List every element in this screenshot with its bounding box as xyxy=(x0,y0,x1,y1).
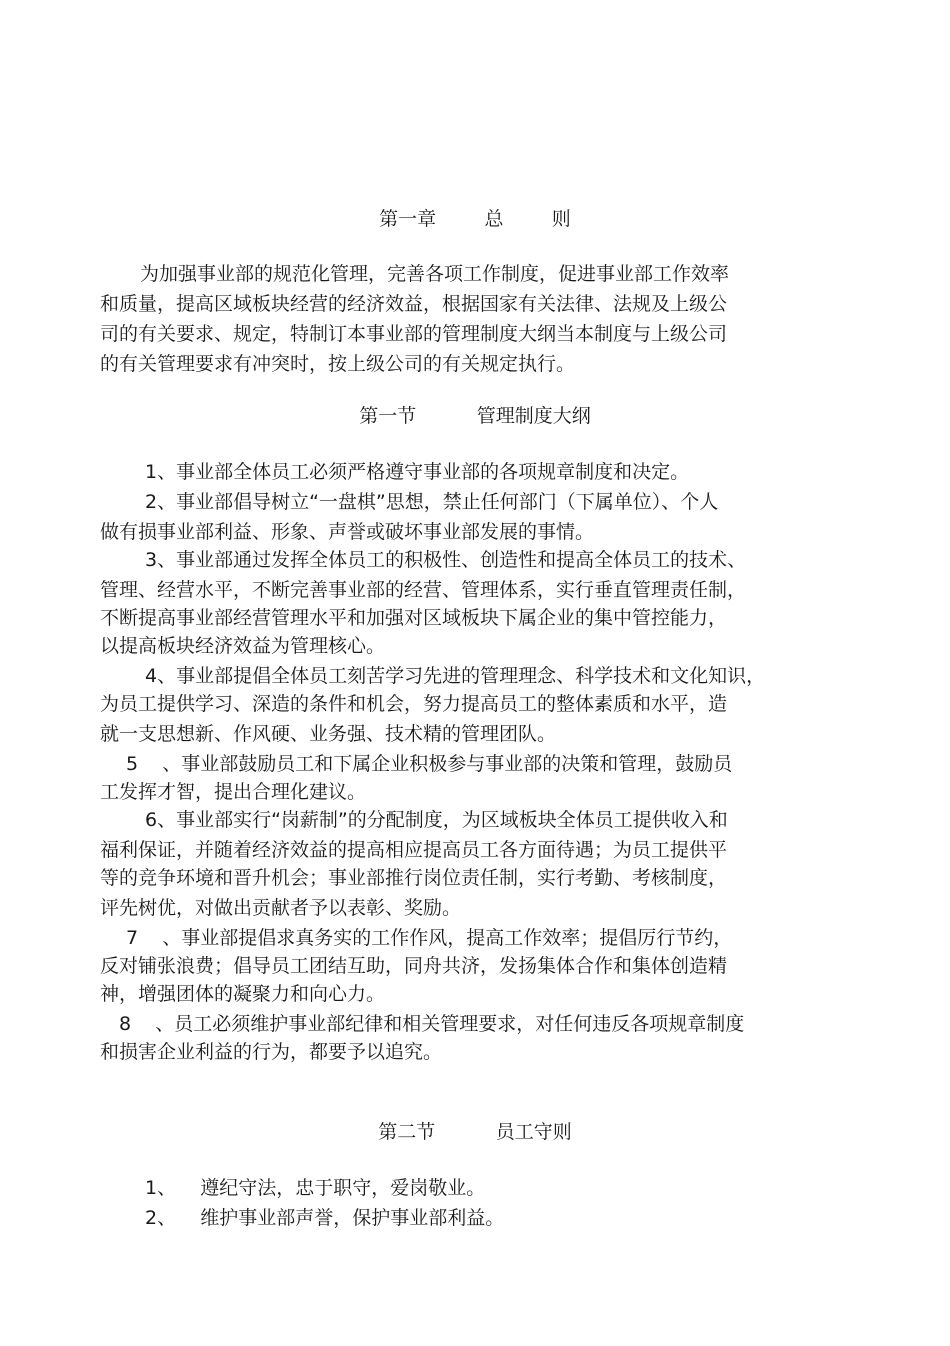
section-1-line: 4、事业部提倡全体员工刻苦学习先进的管理理念、科学技术和文化知识， xyxy=(145,665,766,687)
section-1-line: 神，增强团体的凝聚力和向心力。 xyxy=(100,983,386,1005)
section-1-line: 就一支思想新、作风硬、业务强、技术精的管理团队。 xyxy=(100,723,557,745)
section-1-line: 6、事业部实行“岗薪制”的分配制度，为区域板块全体员工提供收入和 xyxy=(145,809,728,831)
section-1-line: 2、事业部倡导树立“一盘棋”思想，禁止任何部门（下属单位）、个人 xyxy=(145,491,719,513)
section-1-title: 第一节 管理制度大纲 xyxy=(359,405,591,427)
section-2-title: 第二节 员工守则 xyxy=(378,1121,572,1143)
section-1-line: 等的竞争环境和晋升机会；事业部推行岗位责任制，实行考勤、考核制度， xyxy=(100,867,728,889)
section-1-line: 和损害企业利益的行为，都要予以追究。 xyxy=(100,1041,443,1063)
section-1-line: 做有损事业部利益、形象、声誉或破坏事业部发展的事情。 xyxy=(100,521,595,543)
section-1-line: 工发挥才智，提出合理化建议。 xyxy=(100,781,367,803)
section-1-line: 评先树优，对做出贡献者予以表彰、奖励。 xyxy=(100,897,462,919)
section-1-line: 7 、事业部提倡求真务实的工作作风，提高工作效率；提倡厉行节约， xyxy=(126,927,733,949)
chapter-title: 第一章 总 则 xyxy=(379,208,571,230)
section-1-line: 管理、经营水平，不断完善事业部的经营、管理体系，实行垂直管理责任制， xyxy=(100,579,747,601)
intro-line: 司的有关要求、规定，特制订本事业部的管理制度大纲当本制度与上级公司 xyxy=(100,323,728,345)
intro-line: 为加强事业部的规范化管理，完善各项工作制度，促进事业部工作效率 xyxy=(140,263,730,285)
section-2-line: 2、 维护事业部声誉，保护事业部利益。 xyxy=(145,1207,505,1229)
section-1-line: 福利保证，并随着经济效益的提高相应提高员工各方面待遇；为员工提供平 xyxy=(100,839,728,861)
section-1-line: 3、事业部通过发挥全体员工的积极性、创造性和提高全体员工的技术、 xyxy=(145,549,747,571)
section-1-line: 1、事业部全体员工必须严格遵守事业部的各项规章制度和决定。 xyxy=(145,461,690,483)
section-2-line: 1、 遵纪守法，忠于职守，爱岗敬业。 xyxy=(145,1177,486,1199)
section-1-line: 为员工提供学习、深造的条件和机会，努力提高员工的整体素质和水平，造 xyxy=(100,693,728,715)
section-1-line: 8 、员工必须维护事业部纪律和相关管理要求，对任何违反各项规章制度 xyxy=(119,1013,745,1035)
section-1-line: 以提高板块经济效益为管理核心。 xyxy=(100,635,386,657)
intro-line: 的有关管理要求有冲突时，按上级公司的有关规定执行。 xyxy=(100,353,576,375)
section-1-line: 不断提高事业部经营管理水平和加强对区域板块下属企业的集中管控能力， xyxy=(100,607,728,629)
intro-line: 和质量，提高区域板块经营的经济效益，根据国家有关法律、法规及上级公 xyxy=(100,293,728,315)
section-1-line: 5 、事业部鼓励员工和下属企业积极参与事业部的决策和管理，鼓励员 xyxy=(126,753,733,775)
section-1-line: 反对铺张浪费；倡导员工团结互助，同舟共济，发扬集体合作和集体创造精 xyxy=(100,955,728,977)
